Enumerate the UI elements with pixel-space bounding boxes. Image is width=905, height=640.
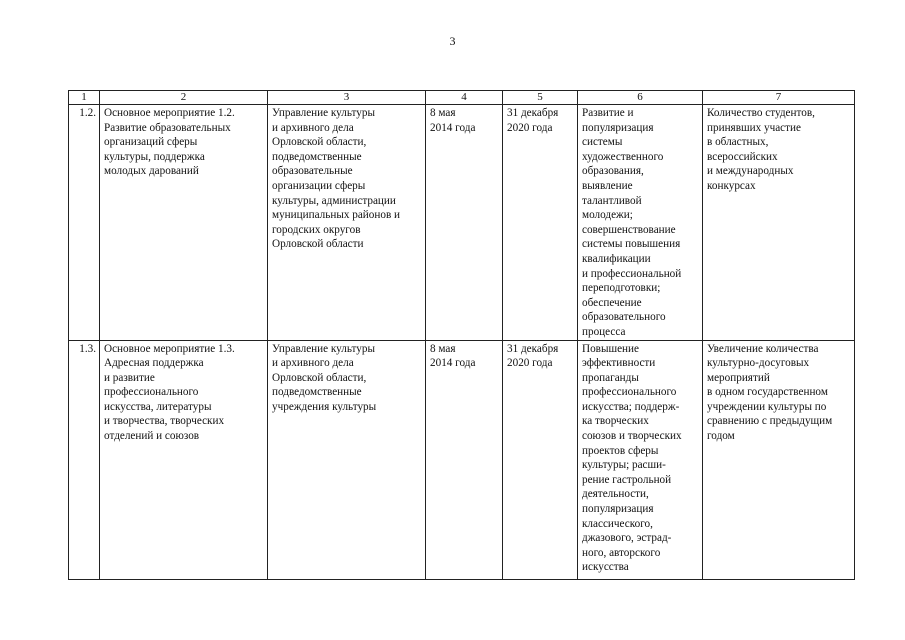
activities-table (68, 90, 855, 580)
text-line: 8 мая (430, 342, 456, 355)
text-line: Основное мероприятие 1.2. (104, 107, 235, 119)
text-line: популяризация (582, 121, 654, 134)
text-line: профессионального (582, 386, 677, 399)
text-line: учреждения культуры (272, 400, 377, 413)
text-line: принявших участие (707, 121, 801, 134)
text-line: 2020 года (507, 121, 553, 134)
text-line: городских округов (272, 223, 361, 236)
text-line: искусства; поддерж- (582, 400, 680, 413)
executor-cell (268, 105, 426, 341)
text-line: Управление культуры (272, 107, 375, 119)
text-line: образования, (582, 165, 644, 178)
end-date-cell (503, 340, 578, 579)
start-date-cell (426, 105, 503, 341)
row-number: 1.3. (69, 340, 100, 579)
indicator-cell (703, 340, 855, 579)
text-line: организаций сферы (104, 136, 198, 149)
expected-result-cell (578, 340, 703, 579)
text-line: и архивного дела (272, 121, 354, 134)
text-line: образовательного (582, 311, 666, 324)
text-line: Управление культуры (272, 342, 375, 355)
indicator-cell (703, 105, 855, 341)
page-number: 3 (449, 34, 456, 48)
text-line: проектов сферы (582, 444, 659, 457)
text-line: переподготовки; (582, 282, 661, 295)
text-line: молодежи; (582, 209, 633, 222)
text-line: процесса (582, 325, 626, 338)
text-line: сравнению с предыдущим (707, 415, 833, 428)
text-line: Адресная поддержка (104, 357, 204, 370)
table-row (69, 105, 855, 341)
text-line: культуры; расши- (582, 459, 666, 472)
text-line: подведомственные (272, 386, 362, 399)
text-line: и международных (707, 165, 794, 178)
row-number: 1.2. (69, 105, 100, 341)
text-line: мероприятий (707, 371, 770, 384)
text-line: талантливой (582, 194, 642, 207)
text-line: Количество студентов, (707, 107, 815, 119)
text-line: в областных, (707, 136, 769, 149)
text-line: художественного (582, 150, 664, 163)
text-line: молодых дарований (104, 165, 199, 178)
text-line: системы повышения (582, 238, 681, 251)
column-number: 2 (100, 91, 268, 105)
text-line: 31 декабря (507, 107, 559, 119)
column-number: 4 (426, 91, 503, 105)
text-line: Основное мероприятие 1.3. (104, 342, 235, 355)
text-line: искусства, литературы (104, 400, 212, 413)
text-line: учреждении культуры по (707, 400, 827, 413)
text-line: культуры, администрации (272, 194, 396, 207)
text-line: классического, (582, 517, 653, 530)
text-line: Развитие и (582, 107, 634, 119)
text-line: искусства (582, 561, 629, 574)
text-line: и профессиональной (582, 267, 682, 280)
end-date-cell (503, 105, 578, 341)
text-line: ка творческих (582, 415, 649, 428)
text-line: муниципальных районов и (272, 209, 401, 222)
column-number: 7 (703, 91, 855, 105)
text-line: Увеличение количества (707, 342, 819, 355)
text-line: отделений и союзов (104, 430, 200, 443)
text-line: пропаганды (582, 371, 639, 384)
executor-cell (268, 340, 426, 579)
text-line: джазового, эстрад- (582, 532, 672, 545)
column-number: 5 (503, 91, 578, 105)
text-line: рение гастрольной (582, 473, 672, 486)
text-line: обеспечение (582, 296, 642, 309)
text-line: и развитие (104, 371, 155, 384)
text-line: 2014 года (430, 121, 476, 134)
text-line: системы (582, 136, 623, 149)
text-line: союзов и творческих (582, 430, 682, 443)
text-line: и творчества, творческих (104, 415, 225, 428)
text-line: ного, авторского (582, 546, 661, 559)
text-line: годом (707, 430, 735, 443)
column-number: 6 (578, 91, 703, 105)
text-line: Орловской области, (272, 136, 367, 149)
column-number: 3 (268, 91, 426, 105)
text-line: в одном государственном (707, 386, 828, 399)
text-line: конкурсах (707, 179, 756, 192)
text-line: выявление (582, 179, 633, 192)
text-line: деятельности, (582, 488, 649, 501)
text-line: популяризация (582, 503, 654, 516)
text-line: эффективности (582, 357, 656, 370)
text-line: 31 декабря (507, 342, 559, 355)
text-line: 8 мая (430, 107, 456, 119)
column-number: 1 (69, 91, 100, 105)
column-number-row (69, 91, 855, 105)
text-line: Повышение (582, 342, 639, 355)
text-line: культуры, поддержка (104, 150, 205, 163)
text-line: квалификации (582, 252, 651, 265)
text-line: подведомственные (272, 150, 362, 163)
text-line: культурно-досуговых (707, 357, 810, 370)
expected-result-cell (578, 105, 703, 341)
text-line: организации сферы (272, 179, 366, 192)
text-line: 2014 года (430, 357, 476, 370)
start-date-cell (426, 340, 503, 579)
text-line: и архивного дела (272, 357, 354, 370)
text-line: профессионального (104, 386, 199, 399)
text-line: образовательные (272, 165, 353, 178)
event-cell (100, 340, 268, 579)
event-cell (100, 105, 268, 341)
text-line: Развитие образовательных (104, 121, 231, 134)
text-line: Орловской области, (272, 371, 367, 384)
text-line: 2020 года (507, 357, 553, 370)
text-line: всероссийских (707, 150, 778, 163)
text-line: совершенствование (582, 223, 676, 236)
table-row (69, 340, 855, 579)
text-line: Орловской области (272, 238, 364, 251)
